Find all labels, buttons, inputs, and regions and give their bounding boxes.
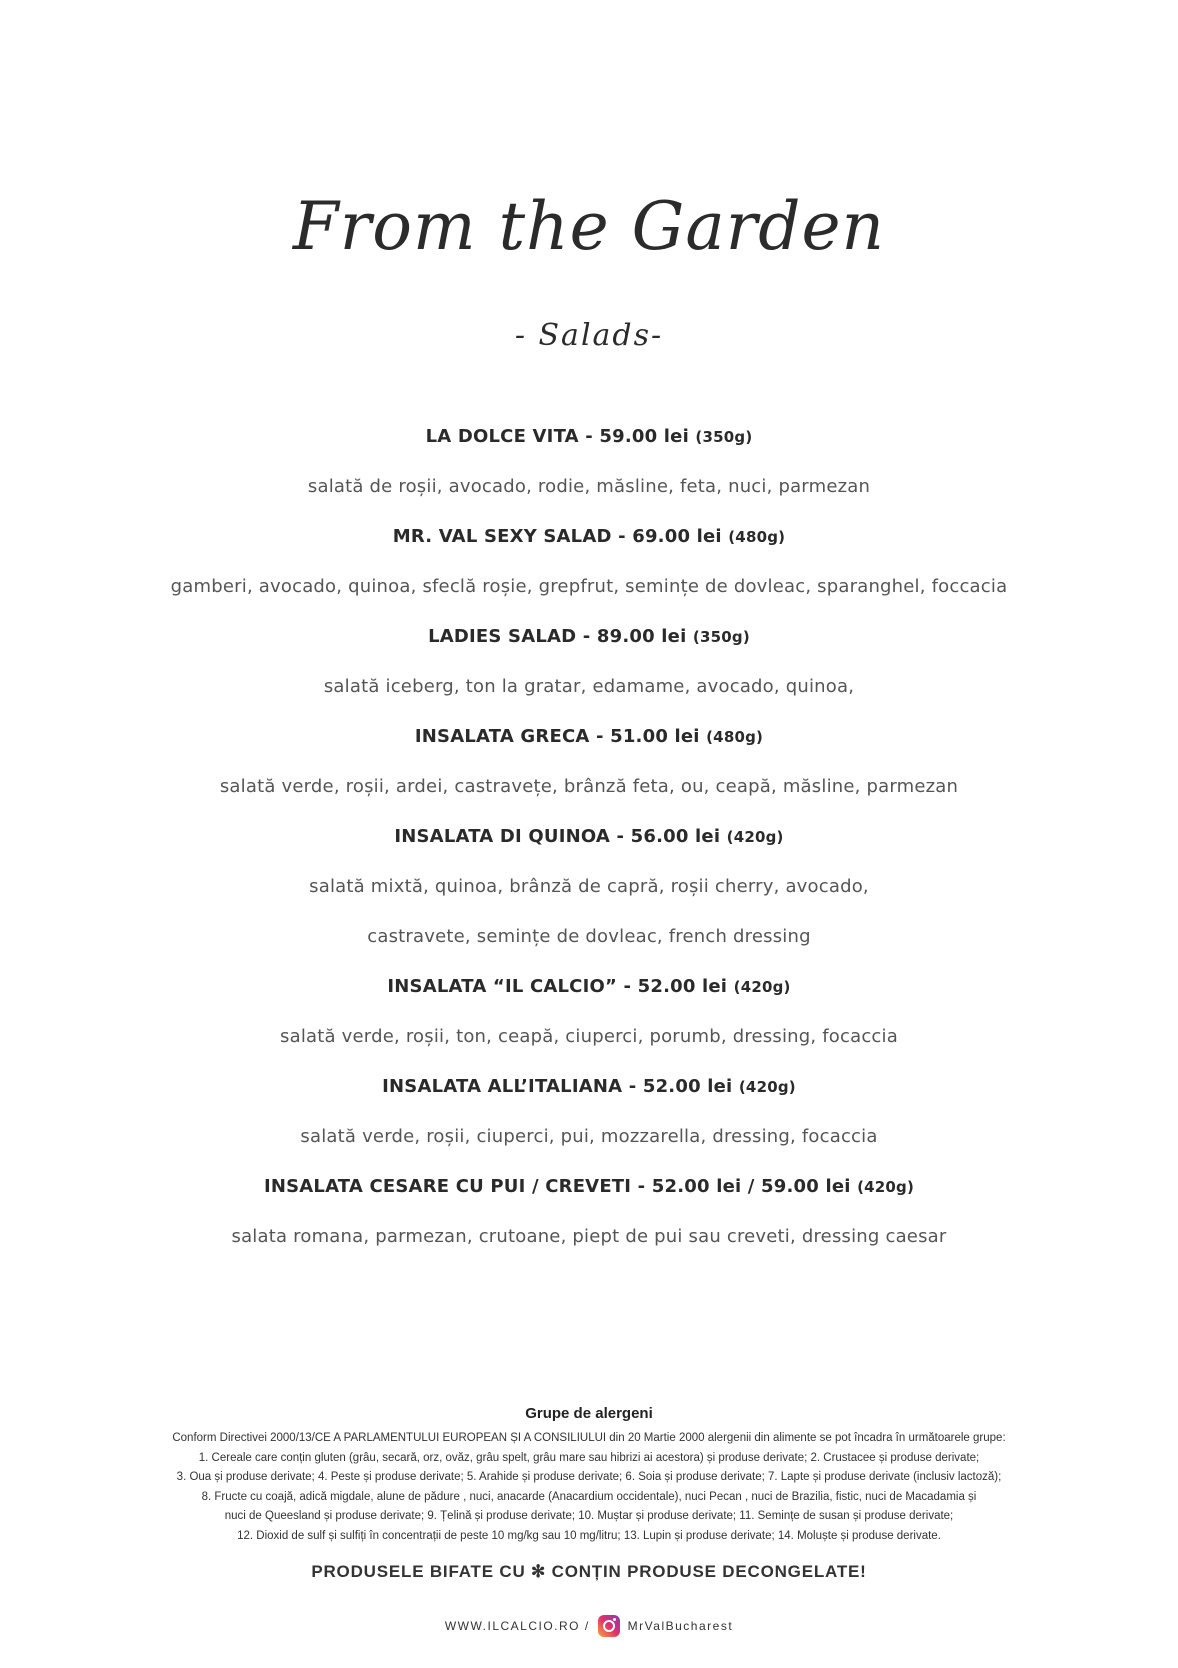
menu-item-description: gamberi, avocado, quinoa, sfeclă roșie, grepfrut, semințe de dovleac, sparanghel, foccacia — [170, 576, 1008, 597]
menu-item-name — [0, 1176, 1178, 1197]
item-weight: (420g) — [733, 978, 791, 996]
allergen-line: 12. Dioxid de sulf și sulfiți în concentrații de peste 10 mg/kg sau 10 mg/litru; 13. Lupin și produse derivate; 14. Moluște și produse derivate. — [237, 1529, 941, 1542]
allergen-line: Conform Directivei 2000/13/CE A PARLAMENTULUI EUROPEAN ȘI A CONSILIULUI din 20 Martie 2000 alergenii din alimente se pot încadra în următoarele grupe: — [172, 1432, 1006, 1444]
item-name-price: INSALATA DI QUINOA - 56.00 lei — [394, 826, 721, 847]
menu-item-description: salată verde, roșii, ton, ceapă, ciuperci, porumb, dressing, focaccia — [280, 1026, 898, 1047]
item-weight: (480g) — [728, 528, 786, 546]
menu-item-description: salata romana, parmezan, crutoane, piept de pui sau creveti, dressing caesar — [231, 1226, 947, 1247]
item-weight: (420g) — [726, 828, 784, 846]
item-name-price: INSALATA GRECA - 51.00 lei — [414, 726, 700, 747]
item-name-price: LADIES SALAD - 89.00 lei — [428, 626, 687, 647]
item-weight: (420g) — [857, 1178, 915, 1196]
menu-item-name — [0, 976, 1178, 997]
menu-item-name — [0, 626, 1178, 647]
item-weight: (420g) — [738, 1078, 796, 1096]
menu-item-name — [0, 1076, 1178, 1097]
website-link[interactable]: WWW.ILCALCIO.RO / — [444, 1619, 590, 1633]
menu-item-description: salată verde, roșii, ardei, castravețe, brânză feta, ou, ceapă, măsline, parmezan — [219, 776, 959, 797]
decongelate-notice: PRODUSELE BIFATE CU ✻ CONȚIN PRODUSE DECONGELATE! — [311, 1562, 867, 1581]
item-name-price: INSALATA ALL’ITALIANA - 52.00 lei — [382, 1076, 733, 1097]
menu-item-description: salată verde, roșii, ciuperci, pui, mozzarella, dressing, focaccia — [300, 1126, 878, 1147]
item-weight: (350g) — [692, 628, 750, 646]
instagram-icon[interactable] — [598, 1615, 620, 1637]
page-subtitle: - Salads- — [514, 318, 664, 353]
allergen-line: 8. Fructe cu coajă, adică migdale, alune de pădure , nuci, anacarde (Anacardium occidentale), nuci Pecan , nuci de Brazilia, fistic, nuci de Macadamia și — [201, 1490, 977, 1503]
menu-item-description: salată de roșii, avocado, rodie, măsline, feta, nuci, parmezan — [307, 476, 871, 497]
menu-item-description: salată mixtă, quinoa, brânză de capră, roșii cherry, avocado, — [309, 876, 869, 897]
allergen-line: 1. Cereale care conțin gluten (grâu, secară, orz, ovăz, grâu spelt, grâu mare sau hibrizi ai acestora) și produse derivate; 2. Crustacee și produse derivate; — [198, 1451, 980, 1464]
item-name-price: LA DOLCE VITA - 59.00 lei — [425, 426, 689, 447]
instagram-handle[interactable]: MrValBucharest — [627, 1619, 734, 1633]
allergen-line: nuci de Queesland și produse derivate; 9. Țelină și produse derivate; 10. Muștar și produse derivate; 11. Semințe de susan și produse derivate; — [224, 1510, 954, 1522]
menu-item-name — [0, 726, 1178, 747]
item-weight: (480g) — [706, 728, 764, 746]
allergen-line: 3. Oua și produse derivate; 4. Peste și produse derivate; 5. Arahide și produse derivate; 6. Soia și produse derivate; 7. Lapte și produse derivate (inclusiv lactoză); — [176, 1471, 1002, 1483]
menu-item-description: salată iceberg, ton la gratar, edamame, avocado, quinoa, — [323, 676, 855, 697]
menu-item-name — [0, 426, 1178, 447]
menu-item-description: castravete, semințe de dovleac, french dressing — [367, 926, 811, 947]
footer — [0, 1615, 1178, 1637]
item-name-price: MR. VAL SEXY SALAD - 69.00 lei — [392, 526, 722, 547]
page-title: From the Garden — [292, 188, 886, 265]
item-name-price: INSALATA CESARE CU PUI / CREVETI - 52.00 lei / 59.00 lei — [263, 1176, 851, 1197]
menu-item-name — [0, 826, 1178, 847]
menu-item-name — [0, 526, 1178, 547]
item-weight: (350g) — [695, 428, 753, 446]
allergens-title: Grupe de alergeni — [525, 1405, 653, 1422]
item-name-price: INSALATA “IL CALCIO” - 52.00 lei — [387, 976, 728, 997]
